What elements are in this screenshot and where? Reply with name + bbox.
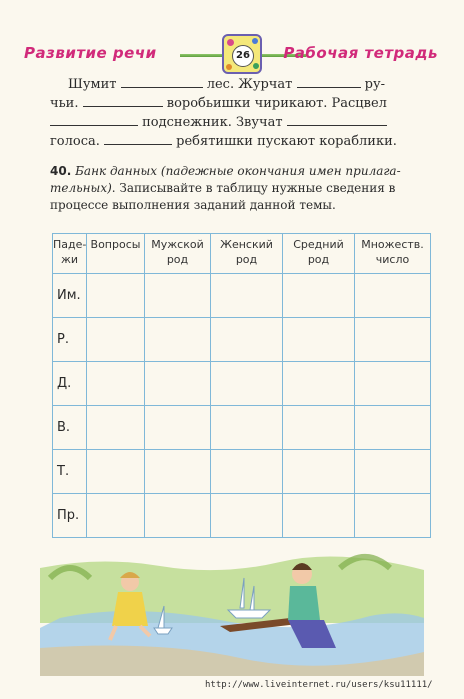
table-row xyxy=(53,318,431,362)
table-cell[interactable] xyxy=(355,274,431,318)
case-label: Д. xyxy=(53,362,87,406)
task-title-paren: (падежные окончания имен прилага-тельных) xyxy=(50,164,401,195)
table-header-row xyxy=(53,234,431,274)
exercise-text xyxy=(50,75,440,151)
header-masculine: Мужской род xyxy=(145,234,211,274)
table-cell[interactable] xyxy=(283,406,355,450)
page-number: 26 xyxy=(232,45,254,67)
table-row xyxy=(53,494,431,538)
table-cell[interactable] xyxy=(211,318,283,362)
table-cell[interactable] xyxy=(355,318,431,362)
page-header xyxy=(0,28,464,80)
table-cell[interactable] xyxy=(283,450,355,494)
decor-dot-icon xyxy=(253,63,259,69)
header-questions: Вопросы xyxy=(87,234,145,274)
table-cell[interactable] xyxy=(283,318,355,362)
footer-url: http://www.liveinternet.ru/users/ksu11111/ xyxy=(205,680,433,690)
blank-line[interactable] xyxy=(287,113,387,126)
header-divider-left xyxy=(180,54,222,57)
table-cell[interactable] xyxy=(145,450,211,494)
verse-word: подснежник. Звучат xyxy=(142,115,283,130)
header-plural: Множеств. число xyxy=(355,234,431,274)
girl-dress xyxy=(112,592,148,626)
blank-line[interactable] xyxy=(297,75,361,88)
decor-dot-icon xyxy=(226,64,232,70)
verse-word: ру- xyxy=(364,77,386,92)
table-cell[interactable] xyxy=(87,274,145,318)
table-cell[interactable] xyxy=(211,494,283,538)
table-cell[interactable] xyxy=(211,362,283,406)
table-row xyxy=(53,362,431,406)
verse-word: чьи. xyxy=(50,96,79,111)
header-left-title: Развитие речи xyxy=(24,44,157,62)
task-title: Банк данных xyxy=(75,164,158,178)
case-label: Пр. xyxy=(53,494,87,538)
table-cell[interactable] xyxy=(283,362,355,406)
table-cell[interactable] xyxy=(283,274,355,318)
case-label: Им. xyxy=(53,274,87,318)
table-row xyxy=(53,406,431,450)
header-cases: Паде-жи xyxy=(53,234,87,274)
verse-word: ребятишки пускают кораблики. xyxy=(176,134,397,149)
table-cell[interactable] xyxy=(355,406,431,450)
table-cell[interactable] xyxy=(87,494,145,538)
blank-line[interactable] xyxy=(104,132,172,145)
verse-word: лес. Журчат xyxy=(206,77,293,92)
task-text: . Записывайте в таблицу нужные сведения в процессе выполнения заданий данной темы. xyxy=(50,181,396,212)
task-number: 40. xyxy=(50,164,72,178)
blank-line[interactable] xyxy=(50,113,138,126)
case-label: В. xyxy=(53,406,87,450)
decor-dot-icon xyxy=(252,38,258,44)
verse-word: голоса. xyxy=(50,134,100,149)
data-bank-table xyxy=(52,233,431,538)
table-cell[interactable] xyxy=(87,406,145,450)
header-neuter: Средний род xyxy=(283,234,355,274)
table-cell[interactable] xyxy=(145,494,211,538)
table-cell[interactable] xyxy=(87,362,145,406)
case-label: Т. xyxy=(53,450,87,494)
table-cell[interactable] xyxy=(145,362,211,406)
children-boats-illustration xyxy=(40,548,424,676)
header-right-title: Рабочая тетрадь xyxy=(283,44,438,62)
table-cell[interactable] xyxy=(355,450,431,494)
boy-shirt xyxy=(288,586,320,620)
page-number-badge xyxy=(222,34,262,74)
table-cell[interactable] xyxy=(145,318,211,362)
blank-line[interactable] xyxy=(121,75,203,88)
case-label: Р. xyxy=(53,318,87,362)
task-description xyxy=(50,163,440,214)
table-cell[interactable] xyxy=(283,494,355,538)
table-cell[interactable] xyxy=(145,274,211,318)
header-feminine: Женский род xyxy=(211,234,283,274)
table-cell[interactable] xyxy=(145,406,211,450)
verse-word: Шумит xyxy=(68,77,117,92)
blank-line[interactable] xyxy=(83,94,163,107)
table-cell[interactable] xyxy=(211,450,283,494)
table-cell[interactable] xyxy=(87,318,145,362)
table-cell[interactable] xyxy=(355,494,431,538)
table-cell[interactable] xyxy=(355,362,431,406)
decor-dot-icon xyxy=(227,39,234,46)
table-cell[interactable] xyxy=(211,406,283,450)
verse-word: воробьишки чирикают. Расцвел xyxy=(166,96,387,111)
table-cell[interactable] xyxy=(87,450,145,494)
table-row xyxy=(53,274,431,318)
table-cell[interactable] xyxy=(211,274,283,318)
table-row xyxy=(53,450,431,494)
